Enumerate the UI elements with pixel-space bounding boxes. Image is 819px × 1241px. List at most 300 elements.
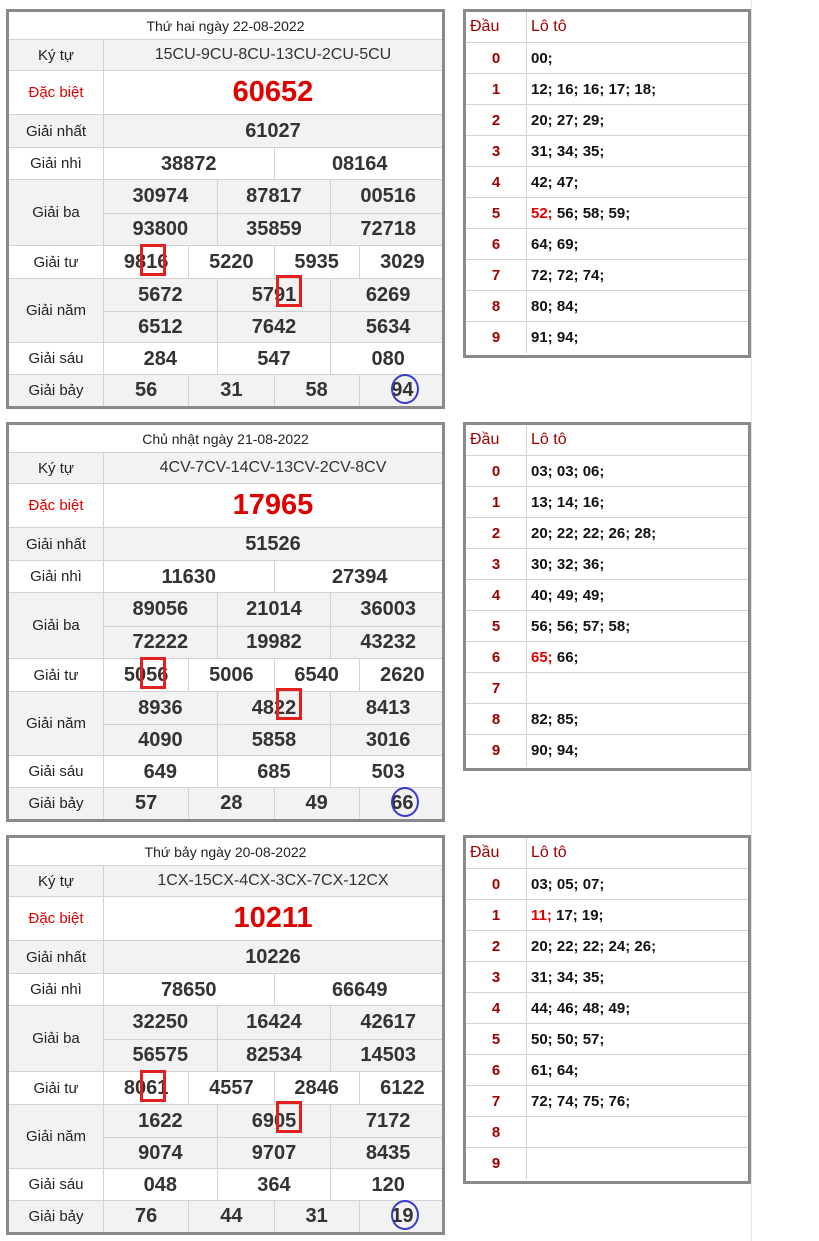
second-prize-number: 38872 xyxy=(104,148,275,180)
prize-label: Giải tư xyxy=(9,659,104,691)
loto-row xyxy=(466,136,748,167)
row-separator xyxy=(104,1039,442,1040)
loto-values xyxy=(527,993,748,1023)
loto-values xyxy=(527,704,748,734)
third-prize-number: 14503 xyxy=(360,1044,416,1066)
sixth-prize-number: 649 xyxy=(104,756,218,788)
prize-label: Giải sáu xyxy=(9,1169,104,1200)
loto-numbers: 13; 14; 16; xyxy=(531,493,605,511)
loto-head-digit: 5 xyxy=(466,611,527,641)
fourth-prize-number: 5006 xyxy=(189,659,274,692)
loto-values xyxy=(527,322,748,353)
loto-row xyxy=(466,456,748,487)
seventh-prize-number: 57 xyxy=(104,788,189,819)
loto-head-digit: 3 xyxy=(466,549,527,579)
highlight-box xyxy=(276,275,302,307)
fifth-prize-number: 4090 xyxy=(104,724,218,756)
ticket-code: 1CX-15CX-4CX-3CX-7CX-12CX xyxy=(157,872,389,889)
loto-head-digit: 6 xyxy=(466,229,527,259)
loto-values xyxy=(527,673,748,703)
sixth-prize-values xyxy=(104,756,442,787)
loto-values xyxy=(527,260,748,290)
loto-row xyxy=(466,518,748,549)
third-prize-number: 89056 xyxy=(104,593,218,626)
row-third xyxy=(9,593,442,659)
fifth-prize-values xyxy=(104,692,442,755)
loto-row xyxy=(466,869,748,900)
highlight-box xyxy=(276,688,302,720)
sixth-prize-values xyxy=(104,343,442,374)
prize-label: Giải năm xyxy=(9,1105,104,1168)
loto-values xyxy=(527,1086,748,1116)
loto-head-digit: 4 xyxy=(466,580,527,610)
loto-header-dau: Đầu xyxy=(466,12,527,42)
loto-numbers: 20; 22; 22; 24; 26; xyxy=(531,937,657,955)
prize-label: Giải ba xyxy=(9,593,104,658)
loto-head-digit: 2 xyxy=(466,931,527,961)
loto-head-digit: 8 xyxy=(466,1117,527,1147)
row-separator xyxy=(104,626,442,627)
prize-label: Giải bảy xyxy=(9,1201,104,1232)
loto-numbers: 61; 64; xyxy=(531,1061,579,1079)
loto-row xyxy=(466,931,748,962)
fourth-prize-number: 8061 xyxy=(104,1072,189,1105)
loto-head-digit: 4 xyxy=(466,167,527,197)
loto-numbers: 20; 22; 22; 26; 28; xyxy=(531,524,657,542)
fifth-prize-number: 8435 xyxy=(365,1141,411,1164)
loto-header xyxy=(466,425,748,456)
row-fourth xyxy=(9,1072,442,1105)
seventh-prize-number: 49 xyxy=(275,788,360,819)
seventh-prize-number: 94 xyxy=(391,379,414,401)
prize-label: Ký tự xyxy=(9,866,104,896)
prize-label: Giải ba xyxy=(9,1006,104,1071)
loto-head-digit: 0 xyxy=(466,43,527,73)
row-fifth xyxy=(9,1105,442,1169)
third-prize-number: 36003 xyxy=(360,598,416,620)
loto-numbers: 82; 85; xyxy=(531,710,579,728)
loto-values xyxy=(527,549,748,579)
row-seventh xyxy=(9,375,442,406)
loto-header xyxy=(466,838,748,869)
second-prize-number: 66649 xyxy=(331,978,388,1001)
row-special xyxy=(9,71,442,115)
loto-numbers: 90; 94; xyxy=(531,742,579,759)
fifth-prize-number: 5634 xyxy=(365,315,411,338)
loto-row xyxy=(466,704,748,735)
loto-row xyxy=(466,1117,748,1148)
loto-row xyxy=(466,291,748,322)
fifth-prize-number: 5858 xyxy=(218,724,332,756)
loto-header-loto: Lô tô xyxy=(531,431,567,448)
fifth-prize-values xyxy=(104,1105,442,1168)
third-prize-values xyxy=(104,1006,442,1071)
row-second xyxy=(9,561,442,593)
row-code xyxy=(9,40,442,71)
loto-head-digit: 1 xyxy=(466,487,527,517)
loto-values xyxy=(527,900,748,930)
row-fifth xyxy=(9,279,442,343)
loto-values xyxy=(527,869,748,899)
row-separator xyxy=(104,1137,442,1138)
loto-numbers: 91; 94; xyxy=(531,329,579,346)
third-prize-number: 82534 xyxy=(218,1039,332,1072)
loto-head-digit: 5 xyxy=(466,1024,527,1054)
fourth-prize-number: 5056 xyxy=(104,659,189,692)
fourth-prize-number: 4557 xyxy=(189,1072,274,1105)
highlight-circle xyxy=(391,787,419,817)
row-separator xyxy=(104,724,442,725)
seventh-prize-number: 44 xyxy=(189,1201,274,1232)
loto-numbers: 12; 16; 16; 17; 18; xyxy=(531,80,657,98)
loto-table xyxy=(463,9,751,358)
prize-label: Đặc biệt xyxy=(9,484,104,527)
highlight-circle xyxy=(391,374,419,404)
fifth-prize-number: 6512 xyxy=(104,311,218,343)
loto-row xyxy=(466,642,748,673)
row-third xyxy=(9,1006,442,1072)
draw-date-header: Thứ hai ngày 22-08-2022 xyxy=(9,12,442,40)
loto-values xyxy=(527,229,748,259)
prize-label: Giải tư xyxy=(9,1072,104,1104)
loto-values xyxy=(527,735,748,766)
fourth-prize-number: 5220 xyxy=(189,246,274,279)
special-prize-number: 17965 xyxy=(232,489,314,521)
results-table xyxy=(6,835,445,1235)
fifth-prize-number: 9074 xyxy=(104,1137,218,1169)
loto-row xyxy=(466,611,748,642)
fifth-prize-number: 1622 xyxy=(104,1105,218,1137)
fifth-prize-number: 8413 xyxy=(365,696,411,719)
prize-label: Giải sáu xyxy=(9,343,104,374)
fourth-prize-number: 2620 xyxy=(380,664,425,686)
row-separator xyxy=(104,213,442,214)
loto-row xyxy=(466,735,748,766)
prize-label: Giải nhất xyxy=(9,941,104,973)
loto-values xyxy=(527,198,748,228)
loto-values xyxy=(527,931,748,961)
loto-row xyxy=(466,105,748,136)
loto-numbers: 50; 50; 57; xyxy=(531,1030,605,1048)
row-fourth xyxy=(9,659,442,692)
loto-values xyxy=(527,74,748,104)
loto-row xyxy=(466,1086,748,1117)
highlight-box xyxy=(276,1101,302,1133)
loto-values xyxy=(527,291,748,321)
prize-label: Ký tự xyxy=(9,40,104,70)
row-fifth xyxy=(9,692,442,756)
row-special xyxy=(9,897,442,941)
prize-label: Giải năm xyxy=(9,279,104,342)
loto-table xyxy=(463,835,751,1184)
first-prize-number: 10226 xyxy=(245,945,301,968)
loto-row xyxy=(466,43,748,74)
prize-label: Giải nhì xyxy=(9,561,104,592)
third-prize-number: 42617 xyxy=(360,1011,416,1033)
fifth-prize-number: 6269 xyxy=(365,283,411,306)
sixth-prize-number: 503 xyxy=(371,760,405,783)
sixth-prize-number: 547 xyxy=(218,343,332,375)
first-prize-number: 51526 xyxy=(245,532,301,555)
loto-head-digit: 2 xyxy=(466,105,527,135)
third-prize-number: 72222 xyxy=(104,626,218,659)
fourth-prize-number: 9816 xyxy=(104,246,189,279)
sixth-prize-number: 284 xyxy=(104,343,218,375)
third-prize-values xyxy=(104,180,442,245)
loto-values xyxy=(527,518,748,548)
loto-head-digit: 9 xyxy=(466,735,527,766)
second-prize-number: 08164 xyxy=(331,152,388,175)
loto-header xyxy=(466,12,748,43)
loto-row xyxy=(466,229,748,260)
loto-numbers: 72; 74; 75; 76; xyxy=(531,1092,631,1110)
loto-numbers: 40; 49; 49; xyxy=(531,586,605,604)
third-prize-number: 35859 xyxy=(218,213,332,246)
fifth-prize-number: 7642 xyxy=(218,311,332,343)
loto-row xyxy=(466,322,748,353)
seventh-prize-number: 66 xyxy=(391,792,414,814)
loto-values xyxy=(527,962,748,992)
loto-head-digit: 7 xyxy=(466,1086,527,1116)
loto-head-digit: 9 xyxy=(466,322,527,353)
third-prize-number: 56575 xyxy=(104,1039,218,1072)
loto-head-digit: 1 xyxy=(466,74,527,104)
loto-numbers: 56; 56; 57; 58; xyxy=(531,617,631,635)
third-prize-number: 43232 xyxy=(360,631,416,653)
loto-row xyxy=(466,198,748,229)
row-special xyxy=(9,484,442,528)
prize-label: Đặc biệt xyxy=(9,71,104,114)
loto-head-digit: 7 xyxy=(466,673,527,703)
prize-label: Giải ba xyxy=(9,180,104,245)
row-sixth xyxy=(9,1169,442,1201)
loto-values xyxy=(527,1055,748,1085)
loto-values xyxy=(527,1024,748,1054)
loto-header-loto: Lô tô xyxy=(531,844,567,861)
loto-head-digit: 4 xyxy=(466,993,527,1023)
sixth-prize-number: 120 xyxy=(371,1173,405,1196)
fourth-prize-number: 2846 xyxy=(275,1072,360,1105)
second-prize-values xyxy=(104,974,442,1005)
second-prize-number: 11630 xyxy=(104,561,275,593)
ticket-code: 15CU-9CU-8CU-13CU-2CU-5CU xyxy=(154,46,392,63)
sixth-prize-number: 685 xyxy=(218,756,332,788)
special-prize-number: 60652 xyxy=(232,76,314,108)
third-prize-number: 32250 xyxy=(104,1006,218,1039)
fifth-prize-number: 8936 xyxy=(104,692,218,724)
loto-head-digit: 1 xyxy=(466,900,527,930)
ticket-code: 4CV-7CV-14CV-13CV-2CV-8CV xyxy=(159,459,387,476)
fifth-prize-number: 6905 xyxy=(218,1105,332,1137)
highlight-box xyxy=(140,244,166,276)
prize-label: Đặc biệt xyxy=(9,897,104,940)
row-third xyxy=(9,180,442,246)
loto-head-digit: 0 xyxy=(466,869,527,899)
third-prize-number: 30974 xyxy=(104,180,218,213)
loto-head-digit: 2 xyxy=(466,518,527,548)
fifth-prize-number: 4822 xyxy=(218,692,332,724)
sixth-prize-number: 048 xyxy=(104,1169,218,1201)
draw-date-header: Chủ nhật ngày 21-08-2022 xyxy=(9,425,442,453)
loto-numbers: 31; 34; 35; xyxy=(531,968,605,986)
row-seventh xyxy=(9,788,442,819)
row-separator xyxy=(104,311,442,312)
loto-head-digit: 6 xyxy=(466,1055,527,1085)
seventh-prize-number: 56 xyxy=(104,375,189,406)
prize-label: Giải bảy xyxy=(9,375,104,406)
loto-row xyxy=(466,167,748,198)
highlight-circle xyxy=(391,1200,419,1230)
loto-values xyxy=(527,456,748,486)
fifth-prize-number: 3016 xyxy=(365,728,411,751)
row-code xyxy=(9,453,442,484)
special-prize-number: 10211 xyxy=(233,902,313,934)
third-prize-values xyxy=(104,593,442,658)
loto-numbers: 66; xyxy=(552,648,579,666)
loto-row xyxy=(466,993,748,1024)
row-second xyxy=(9,974,442,1006)
seventh-prize-number: 31 xyxy=(189,375,274,406)
loto-head-digit: 8 xyxy=(466,291,527,321)
loto-row xyxy=(466,1148,748,1179)
loto-row xyxy=(466,260,748,291)
draw-date-header: Thứ bảy ngày 20-08-2022 xyxy=(9,838,442,866)
third-prize-number: 19982 xyxy=(218,626,332,659)
loto-head-digit: 3 xyxy=(466,136,527,166)
fourth-prize-number: 6540 xyxy=(275,659,360,692)
loto-row xyxy=(466,962,748,993)
loto-numbers: 20; 27; 29; xyxy=(531,111,605,129)
row-second xyxy=(9,148,442,180)
highlight-box xyxy=(140,657,166,689)
prize-label: Giải bảy xyxy=(9,788,104,819)
row-code xyxy=(9,866,442,897)
loto-row xyxy=(466,549,748,580)
row-first xyxy=(9,115,442,148)
sixth-prize-values xyxy=(104,1169,442,1200)
fourth-prize-number: 5935 xyxy=(275,246,360,279)
loto-head-digit: 9 xyxy=(466,1148,527,1179)
fourth-prize-number: 3029 xyxy=(380,251,425,273)
prize-label: Giải sáu xyxy=(9,756,104,787)
prize-label: Giải tư xyxy=(9,246,104,278)
sixth-prize-number: 364 xyxy=(218,1169,332,1201)
loto-header-dau: Đầu xyxy=(466,425,527,455)
third-prize-number: 00516 xyxy=(360,185,416,207)
loto-values xyxy=(527,43,748,73)
seventh-prize-number: 31 xyxy=(275,1201,360,1232)
loto-values xyxy=(527,611,748,641)
row-fourth xyxy=(9,246,442,279)
loto-row xyxy=(466,1024,748,1055)
loto-values xyxy=(527,1148,748,1179)
loto-row xyxy=(466,673,748,704)
prize-label: Giải năm xyxy=(9,692,104,755)
results-table xyxy=(6,422,445,822)
loto-header-loto: Lô tô xyxy=(531,18,567,35)
loto-head-digit: 6 xyxy=(466,642,527,672)
loto-numbers: 44; 46; 48; 49; xyxy=(531,999,631,1017)
seventh-prize-number: 76 xyxy=(104,1201,189,1232)
row-sixth xyxy=(9,756,442,788)
third-prize-number: 21014 xyxy=(218,593,332,626)
seventh-prize-number: 58 xyxy=(275,375,360,406)
loto-values xyxy=(527,167,748,197)
second-prize-values xyxy=(104,148,442,179)
loto-numbers: 56; 58; 59; xyxy=(552,204,631,222)
third-prize-number: 16424 xyxy=(218,1006,332,1039)
loto-numbers: 30; 32; 36; xyxy=(531,555,605,573)
loto-head-digit: 8 xyxy=(466,704,527,734)
page-divider xyxy=(751,0,752,1241)
loto-special-tail: 11; xyxy=(531,906,552,924)
loto-row xyxy=(466,74,748,105)
loto-values xyxy=(527,105,748,135)
loto-values xyxy=(527,136,748,166)
loto-values xyxy=(527,580,748,610)
loto-values xyxy=(527,1117,748,1147)
loto-numbers: 03; 03; 06; xyxy=(531,462,605,480)
first-prize-number: 61027 xyxy=(245,119,301,142)
second-prize-values xyxy=(104,561,442,592)
loto-table xyxy=(463,422,751,771)
prize-label: Giải nhất xyxy=(9,115,104,147)
loto-numbers: 42; 47; xyxy=(531,173,579,191)
loto-head-digit: 3 xyxy=(466,962,527,992)
loto-row xyxy=(466,900,748,931)
loto-numbers: 72; 72; 74; xyxy=(531,266,605,284)
loto-numbers: 80; 84; xyxy=(531,297,579,315)
row-sixth xyxy=(9,343,442,375)
seventh-prize-number: 28 xyxy=(189,788,274,819)
loto-numbers: 31; 34; 35; xyxy=(531,142,605,160)
results-table xyxy=(6,9,445,409)
loto-numbers: 17; 19; xyxy=(551,906,604,924)
row-first xyxy=(9,528,442,561)
loto-numbers: 03; 05; 07; xyxy=(531,875,605,893)
row-seventh xyxy=(9,1201,442,1232)
prize-label: Giải nhì xyxy=(9,148,104,179)
fifth-prize-number: 5672 xyxy=(104,279,218,311)
loto-values xyxy=(527,487,748,517)
prize-label: Giải nhì xyxy=(9,974,104,1005)
third-prize-number: 93800 xyxy=(104,213,218,246)
third-prize-number: 72718 xyxy=(360,218,416,240)
fifth-prize-number: 5791 xyxy=(218,279,332,311)
loto-row xyxy=(466,487,748,518)
loto-row xyxy=(466,1055,748,1086)
loto-header-dau: Đầu xyxy=(466,838,527,868)
fifth-prize-number: 9707 xyxy=(218,1137,332,1169)
loto-special-tail: 52; xyxy=(531,204,553,222)
fifth-prize-values xyxy=(104,279,442,342)
seventh-prize-number: 19 xyxy=(391,1205,414,1227)
fourth-prize-number: 6122 xyxy=(380,1077,425,1099)
loto-numbers: 00; xyxy=(531,49,553,67)
loto-numbers: 64; 69; xyxy=(531,235,579,253)
sixth-prize-number: 080 xyxy=(371,347,405,370)
prize-label: Giải nhất xyxy=(9,528,104,560)
highlight-box xyxy=(140,1070,166,1102)
loto-values xyxy=(527,642,748,672)
fifth-prize-number: 7172 xyxy=(365,1109,411,1132)
loto-head-digit: 7 xyxy=(466,260,527,290)
loto-head-digit: 0 xyxy=(466,456,527,486)
second-prize-number: 78650 xyxy=(104,974,275,1006)
prize-label: Ký tự xyxy=(9,453,104,483)
loto-head-digit: 5 xyxy=(466,198,527,228)
loto-special-tail: 65; xyxy=(531,648,553,666)
